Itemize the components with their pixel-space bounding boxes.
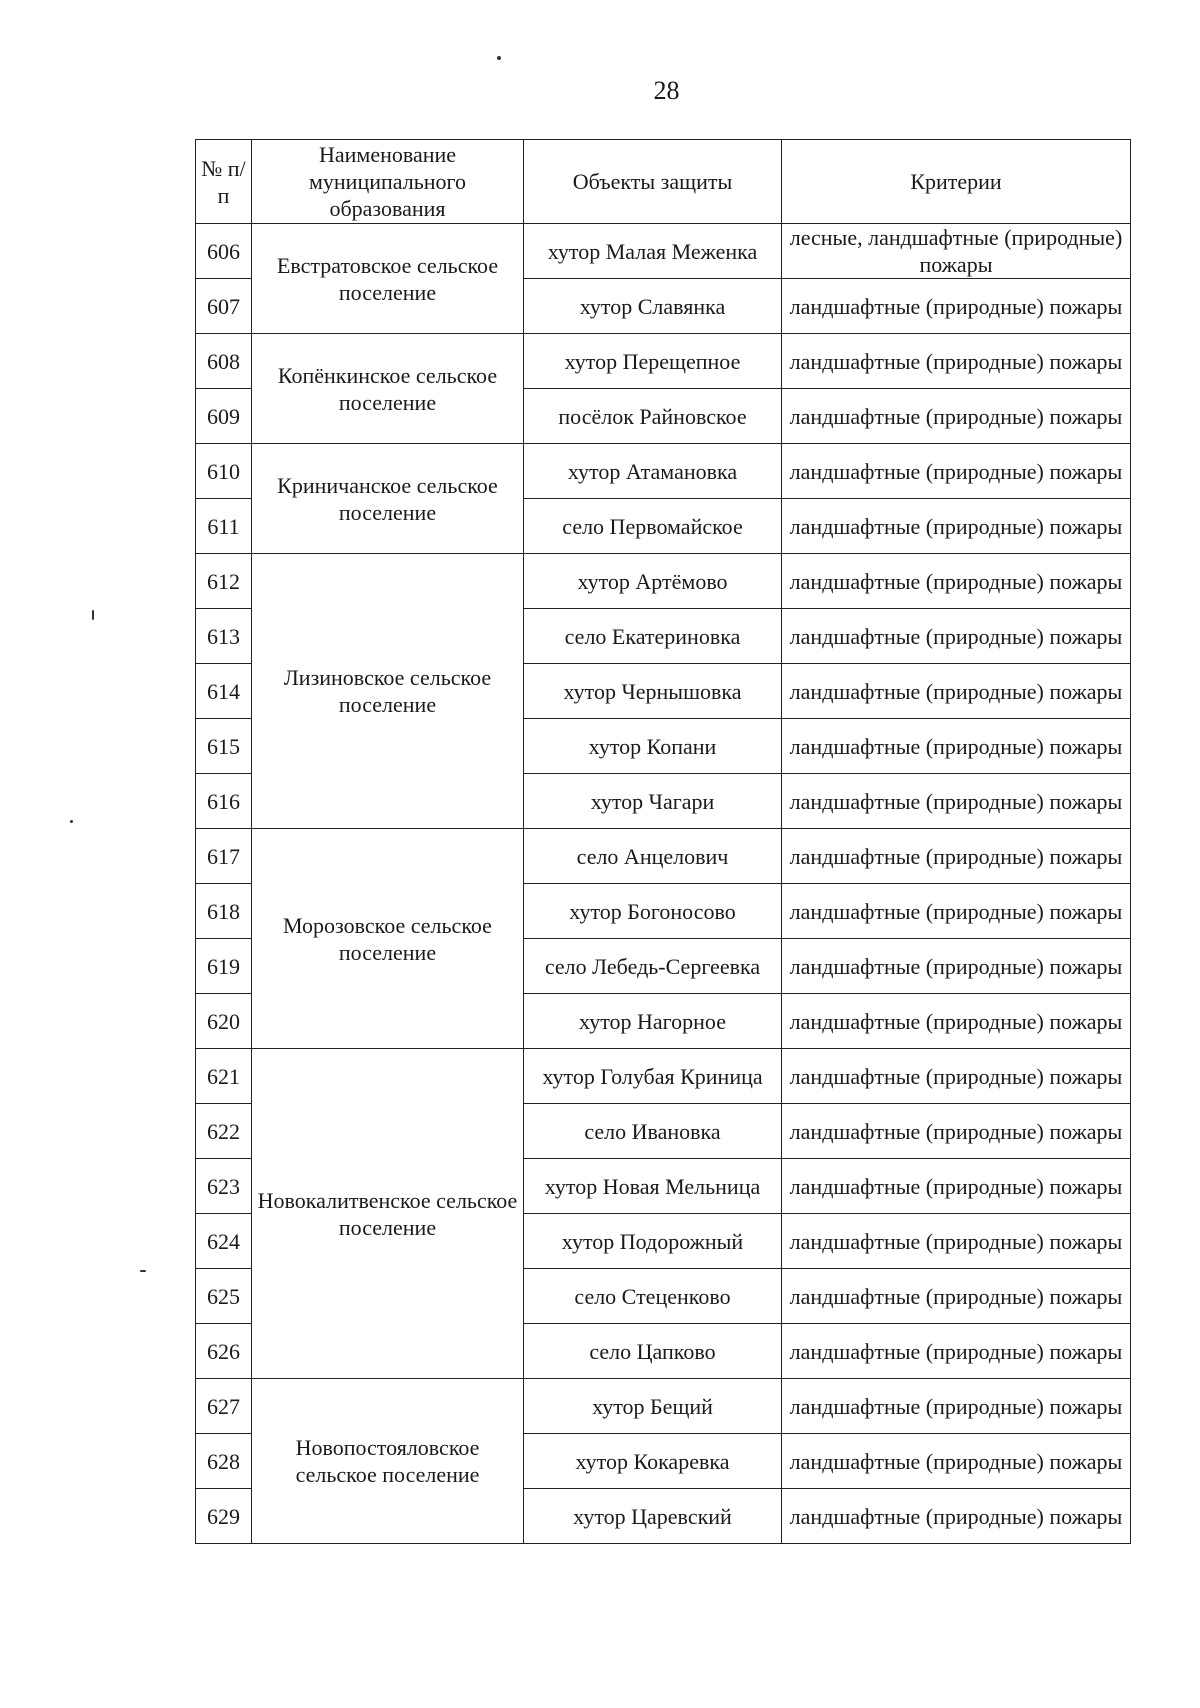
protection-object: хутор Копани (524, 719, 782, 774)
row-number: 611 (196, 499, 252, 554)
protection-object: хутор Нагорное (524, 994, 782, 1049)
protection-object: хутор Богоносово (524, 884, 782, 939)
protection-objects-table (195, 139, 1131, 1544)
table-row (196, 829, 1131, 884)
row-number: 618 (196, 884, 252, 939)
row-number: 623 (196, 1159, 252, 1214)
table-row (196, 334, 1131, 389)
criteria: ландшафтные (природные) пожары (782, 664, 1131, 719)
protection-object: хутор Малая Меженка (524, 224, 782, 279)
table-header-row (196, 140, 1131, 224)
row-number: 614 (196, 664, 252, 719)
protection-object: посёлок Райновское (524, 389, 782, 444)
criteria: ландшафтные (природные) пожары (782, 1049, 1131, 1104)
criteria: ландшафтные (природные) пожары (782, 884, 1131, 939)
row-number: 628 (196, 1434, 252, 1489)
row-number: 629 (196, 1489, 252, 1544)
criteria: ландшафтные (природные) пожары (782, 994, 1131, 1049)
table-row (196, 1379, 1131, 1434)
municipality-name: Морозовское сельское поселение (252, 829, 524, 1049)
criteria: ландшафтные (природные) пожары (782, 1214, 1131, 1269)
criteria: ландшафтные (природные) пожары (782, 499, 1131, 554)
criteria: лесные, ландшафтные (природные) пожары (782, 224, 1131, 279)
table-row (196, 1049, 1131, 1104)
municipality-name: Новопостояловское сельское поселение (252, 1379, 524, 1544)
municipality-name: Евстратовское сельское поселение (252, 224, 524, 334)
row-number: 610 (196, 444, 252, 499)
criteria: ландшафтные (природные) пожары (782, 1489, 1131, 1544)
row-number: 606 (196, 224, 252, 279)
row-number: 607 (196, 279, 252, 334)
row-number: 625 (196, 1269, 252, 1324)
table-row (196, 554, 1131, 609)
header-criteria: Критерии (782, 140, 1131, 224)
protection-object: хутор Славянка (524, 279, 782, 334)
page-number: 28 (653, 76, 680, 105)
criteria: ландшафтные (природные) пожары (782, 1379, 1131, 1434)
criteria: ландшафтные (природные) пожары (782, 1434, 1131, 1489)
table-row (196, 444, 1131, 499)
row-number: 609 (196, 389, 252, 444)
criteria: ландшафтные (природные) пожары (782, 609, 1131, 664)
protection-object: хутор Царевский (524, 1489, 782, 1544)
criteria: ландшафтные (природные) пожары (782, 939, 1131, 994)
row-number: 624 (196, 1214, 252, 1269)
criteria: ландшафтные (природные) пожары (782, 774, 1131, 829)
municipality-name: Новокалитвенское сельское поселение (252, 1049, 524, 1379)
row-number: 619 (196, 939, 252, 994)
municipality-name: Лизиновское сельское поселение (252, 554, 524, 829)
row-number: 616 (196, 774, 252, 829)
criteria: ландшафтные (природные) пожары (782, 334, 1131, 389)
row-number: 608 (196, 334, 252, 389)
table-row (196, 224, 1131, 279)
scan-speck (92, 610, 94, 620)
protection-object: село Стеценково (524, 1269, 782, 1324)
protection-object: село Лебедь-Сергеевка (524, 939, 782, 994)
criteria: ландшафтные (природные) пожары (782, 554, 1131, 609)
protection-object: село Цапково (524, 1324, 782, 1379)
protection-object: хутор Кокаревка (524, 1434, 782, 1489)
header-number: № п/п (196, 140, 252, 224)
protection-object: хутор Артёмово (524, 554, 782, 609)
row-number: 615 (196, 719, 252, 774)
row-number: 620 (196, 994, 252, 1049)
criteria: ландшафтные (природные) пожары (782, 1104, 1131, 1159)
protection-object: село Екатериновка (524, 609, 782, 664)
municipality-name: Копёнкинское сельское поселение (252, 334, 524, 444)
protection-object: хутор Перещепное (524, 334, 782, 389)
criteria: ландшафтные (природные) пожары (782, 719, 1131, 774)
row-number: 627 (196, 1379, 252, 1434)
row-number: 622 (196, 1104, 252, 1159)
protection-object: хутор Чернышовка (524, 664, 782, 719)
scan-speck (497, 56, 501, 60)
header-municipality: Наименование муниципального образования (252, 140, 524, 224)
municipality-name: Криничанское сельское поселение (252, 444, 524, 554)
criteria: ландшафтные (природные) пожары (782, 389, 1131, 444)
row-number: 621 (196, 1049, 252, 1104)
criteria: ландшафтные (природные) пожары (782, 1159, 1131, 1214)
protection-object: село Ивановка (524, 1104, 782, 1159)
row-number: 617 (196, 829, 252, 884)
protection-object: хутор Голубая Криница (524, 1049, 782, 1104)
protection-object: хутор Чагари (524, 774, 782, 829)
row-number: 613 (196, 609, 252, 664)
row-number: 626 (196, 1324, 252, 1379)
criteria: ландшафтные (природные) пожары (782, 444, 1131, 499)
protection-object: хутор Подорожный (524, 1214, 782, 1269)
row-number: 612 (196, 554, 252, 609)
scan-speck (70, 820, 73, 823)
header-objects: Объекты защиты (524, 140, 782, 224)
criteria: ландшафтные (природные) пожары (782, 829, 1131, 884)
scan-speck (140, 1270, 146, 1272)
criteria: ландшафтные (природные) пожары (782, 279, 1131, 334)
protection-object: хутор Атамановка (524, 444, 782, 499)
protection-object: хутор Бещий (524, 1379, 782, 1434)
protection-object: село Первомайское (524, 499, 782, 554)
protection-object: хутор Новая Мельница (524, 1159, 782, 1214)
criteria: ландшафтные (природные) пожары (782, 1324, 1131, 1379)
protection-object: село Анцелович (524, 829, 782, 884)
criteria: ландшафтные (природные) пожары (782, 1269, 1131, 1324)
